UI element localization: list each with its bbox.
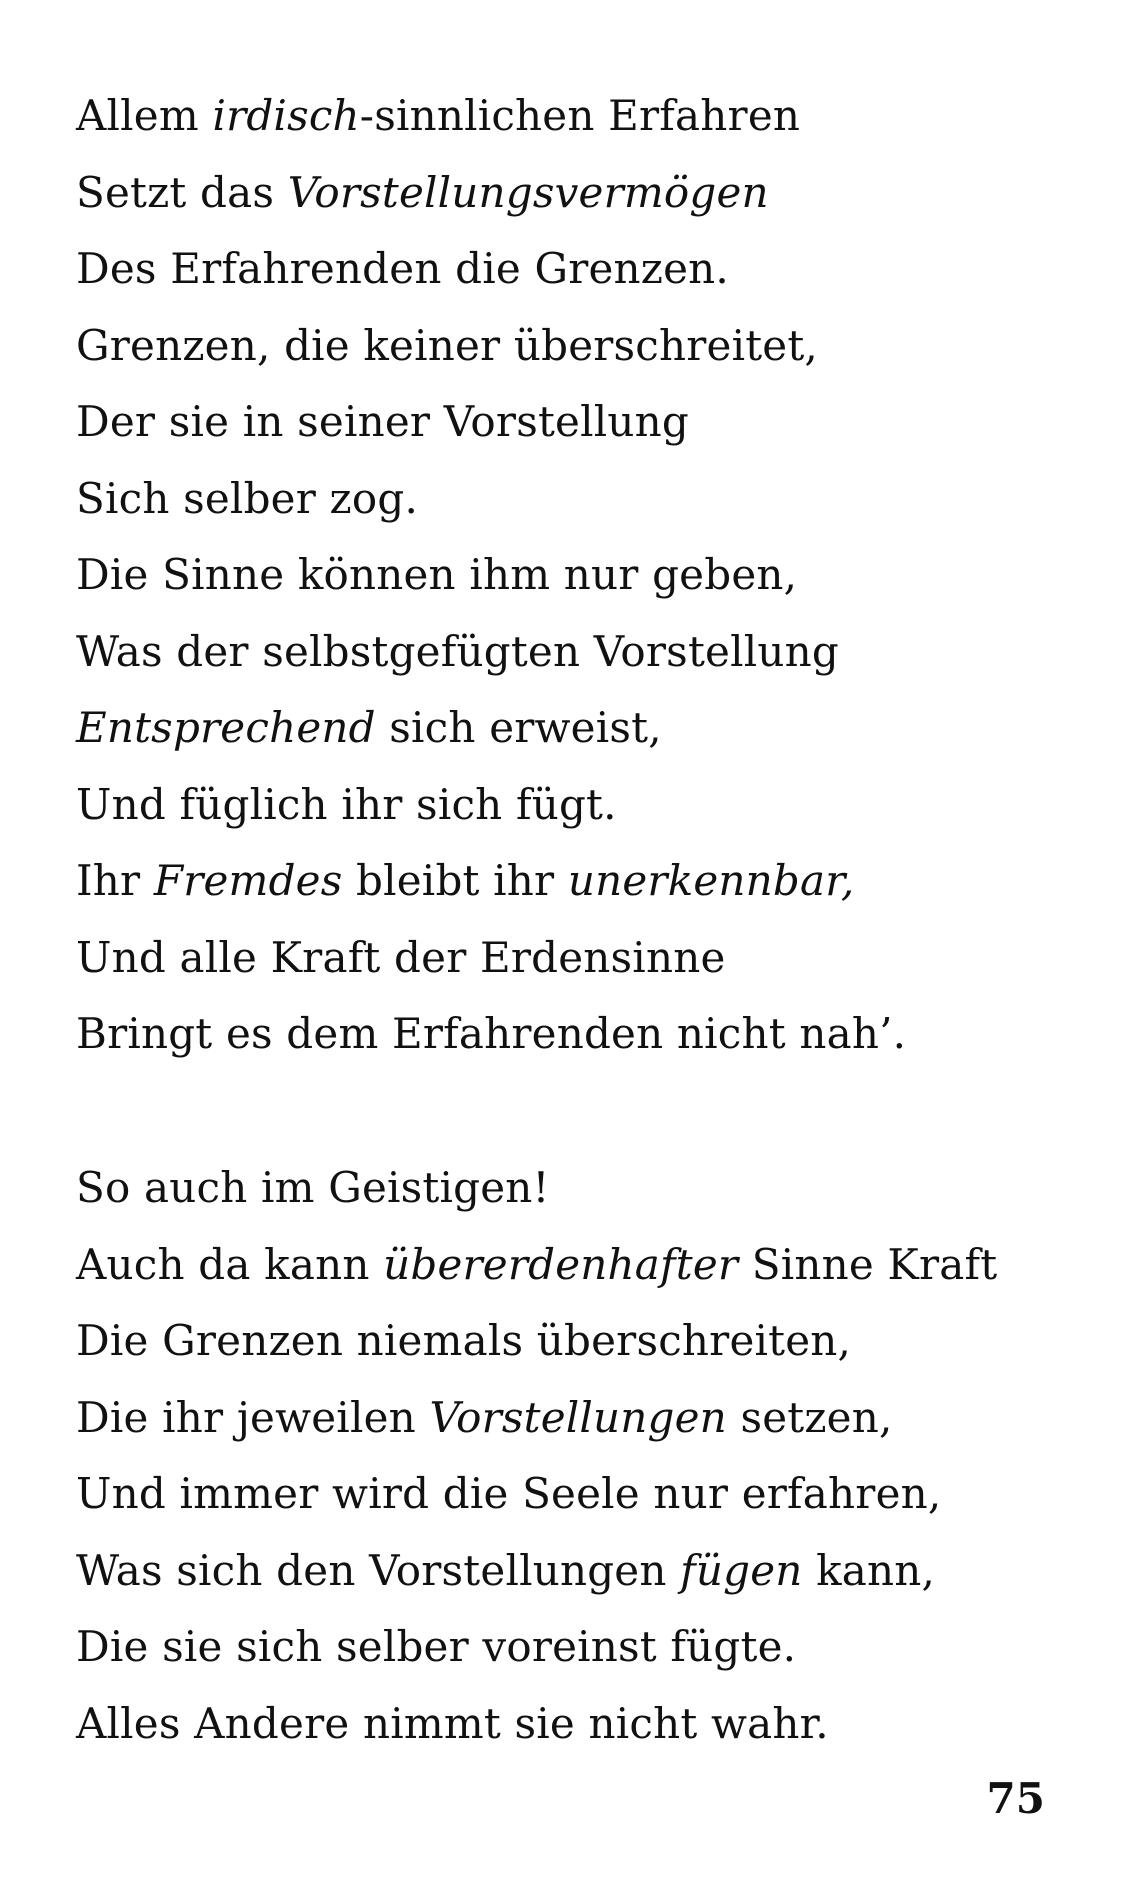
poem-line	[76, 1533, 997, 1610]
poem-line	[76, 537, 906, 614]
poem-line	[76, 308, 906, 385]
line-text: Was sich den Vorstellungen	[76, 1545, 681, 1595]
italic-text: irdisch	[212, 91, 360, 140]
poem-line	[76, 614, 906, 691]
poem-line	[76, 1227, 997, 1304]
line-text: Der sie in seiner Vorstellung	[76, 397, 689, 446]
poem-line	[76, 461, 906, 538]
line-text: Allem	[76, 91, 213, 140]
poem-stanza	[76, 78, 906, 1073]
line-text: Alles Andere nimmt sie nicht wahr.	[76, 1698, 829, 1748]
line-text: Was der selbstgefügten Vorstellung	[76, 626, 839, 676]
line-text: kann,	[802, 1545, 936, 1595]
italic-text: fügen	[680, 1545, 803, 1595]
poem-line	[76, 231, 906, 308]
line-text: Setzt das	[76, 167, 288, 217]
line-text: Des Erfahrenden die Grenzen.	[76, 244, 729, 293]
line-text: Und füglich ihr sich fügt.	[76, 779, 617, 829]
page-number: 75	[986, 1774, 1045, 1823]
line-text: Die Sinne können ihm nur geben,	[76, 550, 798, 599]
poem-line	[76, 384, 906, 461]
poem-line	[76, 920, 906, 997]
poem-line	[76, 1380, 997, 1457]
line-text: Die Grenzen niemals überschreiten,	[76, 1316, 852, 1365]
italic-text: übererdenhafter	[383, 1239, 739, 1289]
line-text: Und alle Kraft der Erdensinne	[76, 932, 726, 982]
italic-text: Entsprechend	[76, 703, 376, 752]
poem-line	[76, 1686, 997, 1763]
poem-line	[76, 155, 906, 232]
italic-text: Vorstellungen	[429, 1392, 727, 1442]
italic-text: Vorstellungsvermögen	[287, 167, 769, 217]
line-text: Sich selber zog.	[76, 473, 418, 523]
line-text: Auch da kann	[76, 1239, 384, 1289]
poem-line	[76, 767, 906, 844]
line-text: sich erweist,	[375, 703, 662, 752]
line-text: Grenzen, die keiner überschreitet,	[76, 320, 818, 370]
poem-line	[76, 996, 906, 1073]
line-text: Und immer wird die Seele nur erfahren,	[76, 1469, 942, 1518]
line-text: Ihr	[76, 856, 154, 905]
poem-line	[76, 1609, 997, 1686]
italic-text: unerkennbar,	[567, 856, 855, 905]
poem-line	[76, 690, 906, 767]
poem-line	[76, 1150, 997, 1227]
line-text: Die sie sich selber voreinst fügte.	[76, 1622, 797, 1671]
italic-text: Fremdes	[153, 856, 343, 905]
line-text: setzen,	[726, 1392, 893, 1442]
poem-stanza	[76, 1150, 997, 1762]
line-text: Bringt es dem Erfahrenden nicht nah’.	[76, 1009, 907, 1058]
line-text: -sinnlichen Erfahren	[359, 91, 801, 140]
poem-line	[76, 1456, 997, 1533]
line-text: bleibt ihr	[342, 856, 568, 905]
line-text: So auch im Geistigen!	[76, 1163, 550, 1212]
line-text: Die ihr jeweilen	[76, 1392, 430, 1442]
poem-line	[76, 78, 906, 155]
poem-line	[76, 843, 906, 920]
line-text: Sinne Kraft	[738, 1239, 998, 1289]
poem-line	[76, 1303, 997, 1380]
